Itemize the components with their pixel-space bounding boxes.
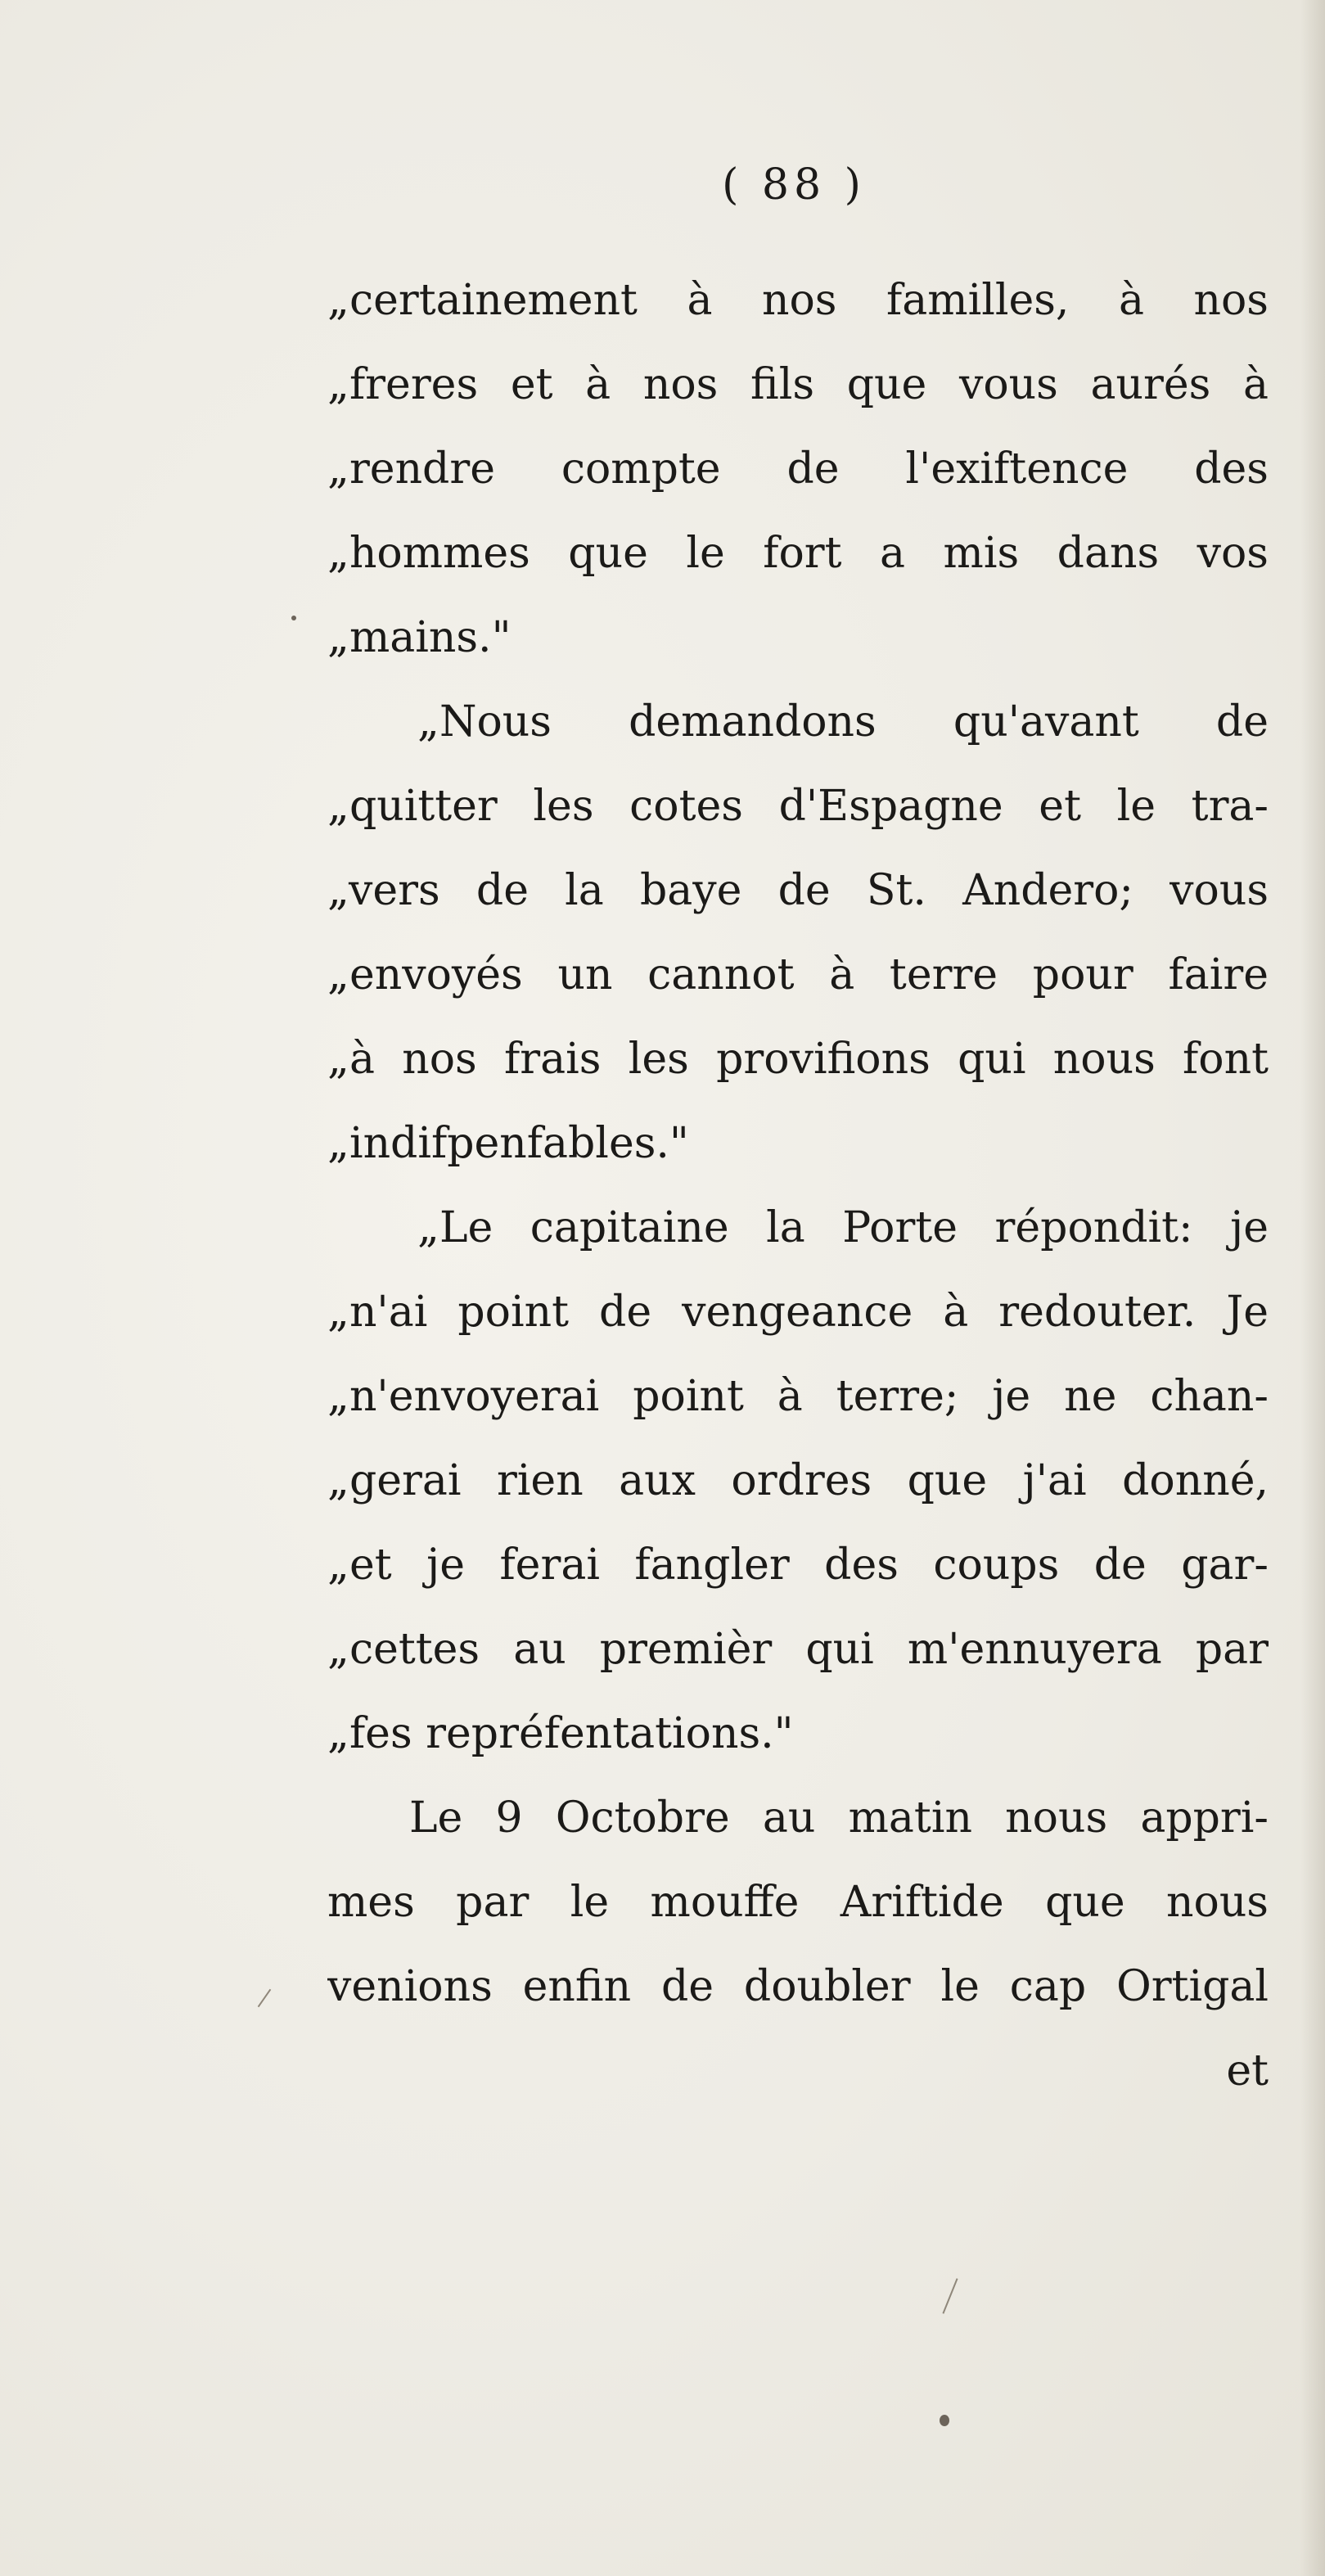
text-line: „et je ferai fangler des coups de gar- bbox=[327, 1541, 1269, 1590]
text-line: „mains." bbox=[327, 613, 512, 662]
paper-mark bbox=[942, 2278, 958, 2313]
text-line: „indifpenfables." bbox=[327, 1119, 689, 1168]
text-line: „hommes que le fort a mis dans vos bbox=[327, 529, 1269, 578]
text-line: Le 9 Octobre au matin nous appri- bbox=[409, 1793, 1269, 1843]
text-line: „à nos frais les provifions qui nous font bbox=[327, 1035, 1269, 1084]
page-edge-shadow bbox=[1300, 0, 1325, 2576]
text-line: „cettes au premièr qui m'ennuyera par bbox=[327, 1625, 1269, 1674]
text-line: venions enfin de doubler le cap Ortigal bbox=[327, 1962, 1269, 2011]
paper-mark bbox=[258, 1989, 272, 2007]
text-line: mes par le mouffe Ariftide que nous bbox=[327, 1878, 1269, 1927]
text-line: „n'ai point de vengeance à redouter. Je bbox=[327, 1288, 1269, 1337]
text-line: „rendre compte de l'exiftence des bbox=[327, 444, 1269, 494]
text-line: „vers de la baye de St. Andero; vous bbox=[327, 866, 1269, 915]
text-line: „gerai rien aux ordres que j'ai donné, bbox=[327, 1456, 1269, 1505]
text-line: „certainement à nos familles, à nos bbox=[327, 276, 1269, 325]
text-block bbox=[327, 259, 1269, 2114]
catchword: et bbox=[1226, 2046, 1269, 2096]
text-line: „quitter les cotes d'Espagne et le tra- bbox=[327, 782, 1269, 831]
text-line: „envoyés un cannot à terre pour faire bbox=[327, 950, 1269, 999]
text-line: „n'envoyerai point à terre; je ne chan- bbox=[327, 1372, 1269, 1421]
ink-speck bbox=[291, 616, 296, 620]
text-line: „Nous demandons qu'avant de bbox=[417, 697, 1269, 747]
page-number: ( 88 ) bbox=[722, 160, 866, 210]
text-line: „fes repréfentations." bbox=[327, 1709, 794, 1758]
text-line: „freres et à nos fils que vous aurés à bbox=[327, 360, 1269, 409]
text-line: „Le capitaine la Porte répondit: je bbox=[417, 1203, 1269, 1252]
ink-speck bbox=[940, 2415, 949, 2426]
